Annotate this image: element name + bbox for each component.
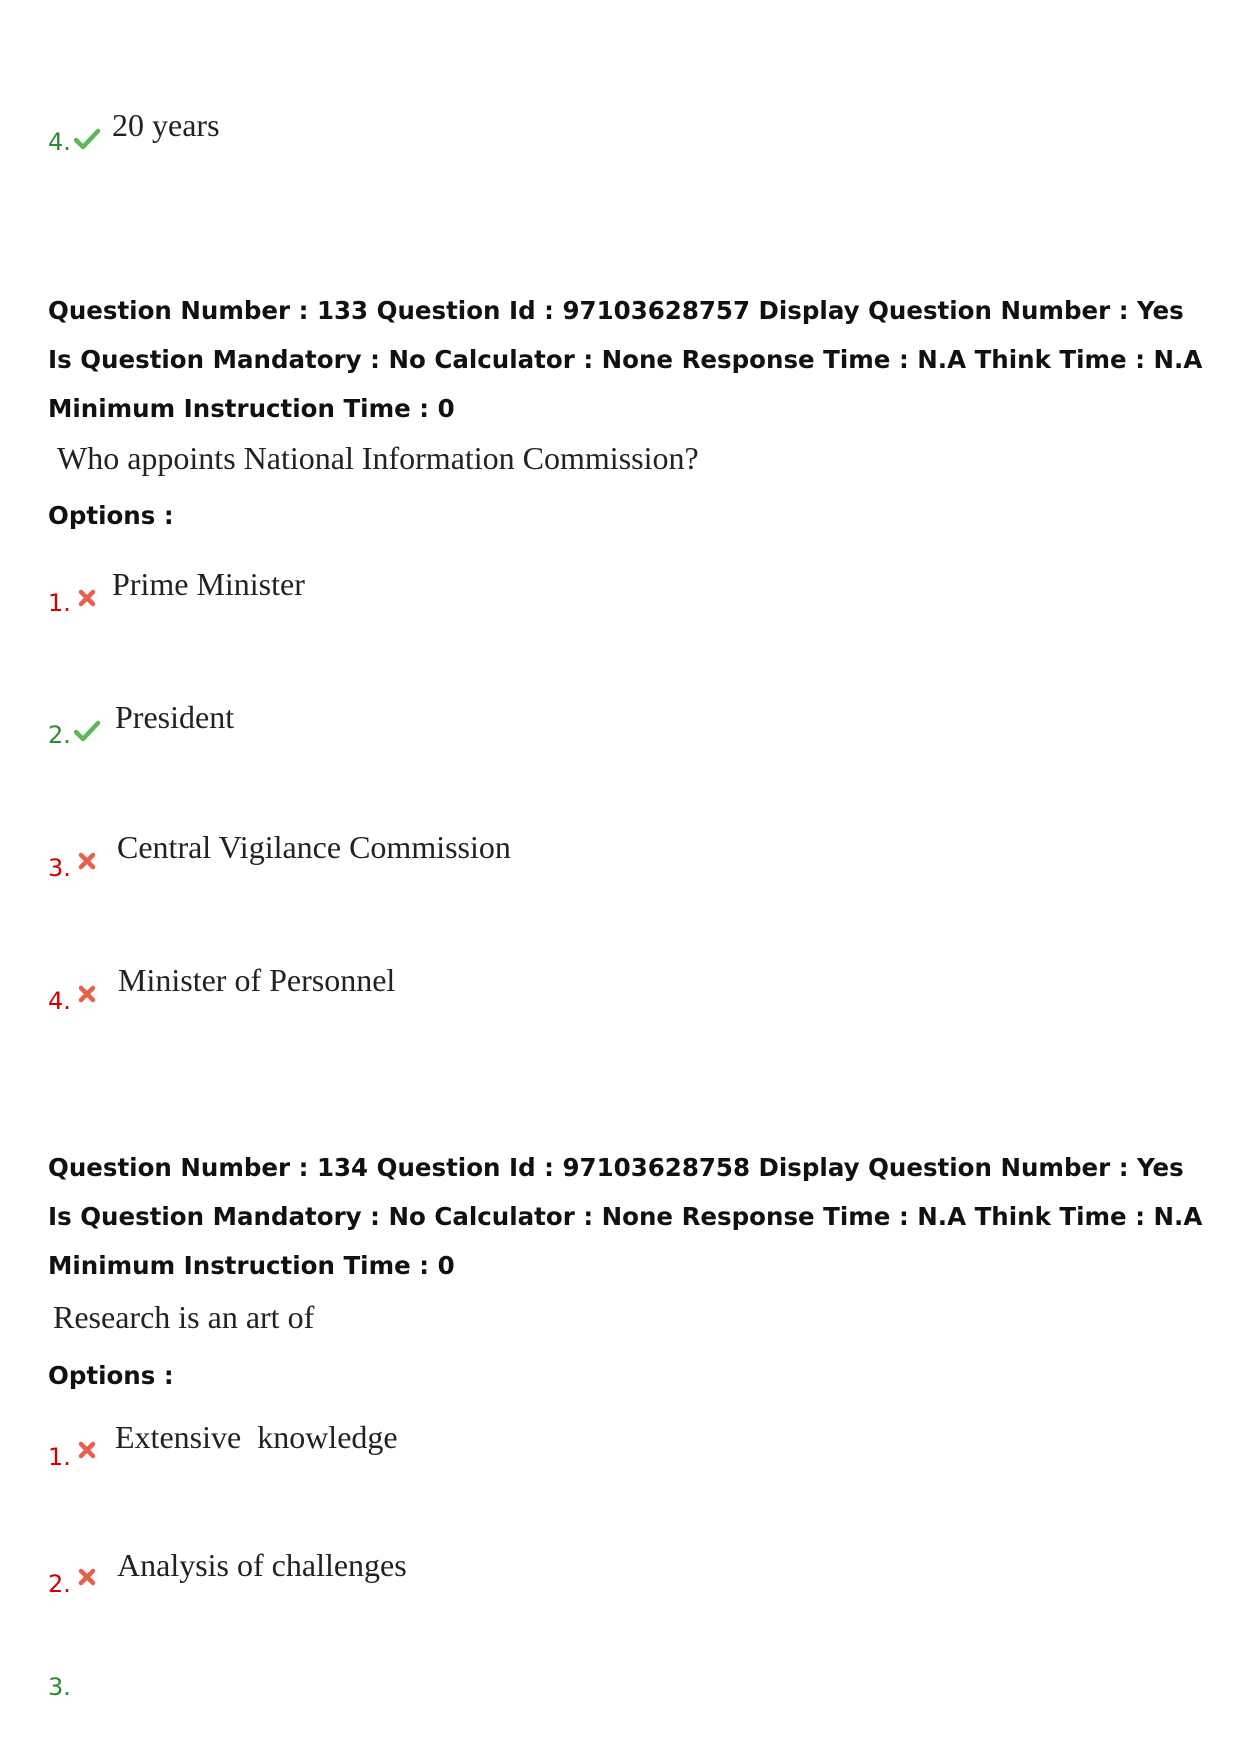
cross-icon	[78, 852, 96, 870]
option-text: 20 years	[112, 107, 220, 143]
options-label: Options :	[48, 501, 174, 530]
question-text: Research is an art of	[53, 1299, 315, 1335]
option-text: President	[115, 699, 235, 735]
option-number: 3.	[48, 854, 71, 882]
check-icon	[74, 720, 100, 742]
option-number: 1.	[48, 589, 71, 617]
option-number: 2.	[48, 721, 71, 749]
options-label: Options :	[48, 1361, 174, 1390]
option-number: 3.	[48, 1673, 71, 1701]
cross-icon	[78, 985, 96, 1003]
option-text: Extensive knowledge	[115, 1419, 398, 1455]
cross-icon	[78, 1441, 96, 1459]
option-number: 4.	[48, 128, 71, 156]
question-header: Question Number : 133 Question Id : 97103628757 Display Question Number : Yes Is Question Mandatory : No Calculator : None Response Time : N.A Think Time : N.A Minimum Instruction Time : 0	[48, 296, 1203, 423]
cross-icon	[78, 589, 96, 607]
option-number: 1.	[48, 1443, 71, 1471]
question-header: Question Number : 134 Question Id : 97103628758 Display Question Number : Yes Is Question Mandatory : No Calculator : None Response Time : N.A Think Time : N.A Minimum Instruction Time : 0	[48, 1153, 1203, 1280]
option-text: Prime Minister	[112, 566, 305, 602]
option-text: Minister of Personnel	[118, 962, 396, 998]
option-text: Analysis of challenges	[117, 1547, 407, 1583]
option-text: Central Vigilance Commission	[117, 829, 511, 865]
cross-icon	[78, 1568, 96, 1586]
question-text: Who appoints National Information Commission?	[57, 440, 699, 476]
option-number: 2.	[48, 1570, 71, 1598]
check-icon	[74, 128, 100, 150]
option-number: 4.	[48, 987, 71, 1015]
